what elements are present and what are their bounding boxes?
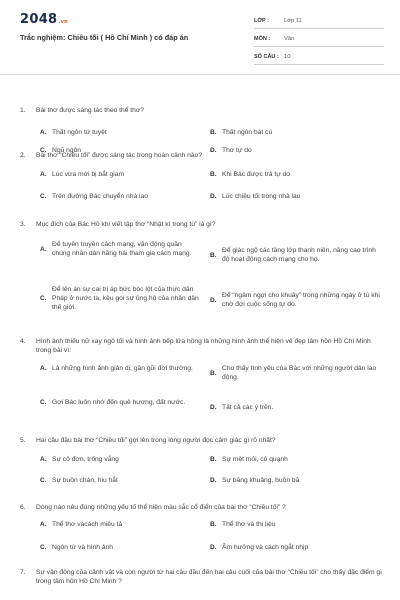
meta-value: Lớp 11 xyxy=(284,18,302,24)
meta-value: 10 xyxy=(284,54,291,60)
question-5: 5. Hai câu đầu bài thơ “Chiều tối” gợi lên trong lòng người đọc cảm giác gì rõ nhất? xyxy=(20,437,276,444)
option-b[interactable]: B. Sự mệt mỏi, cô quạnh xyxy=(210,456,288,463)
option-a[interactable]: A. Thể thơ vàcách miêu tả xyxy=(40,521,123,528)
meta-row-grade xyxy=(254,14,384,29)
question-number: 1. xyxy=(20,107,26,114)
option-c[interactable]: C. Gợi Bác luôn nhớ đến quê hương, đất nước. xyxy=(40,399,186,406)
option-c[interactable]: C. Ngũ ngôn xyxy=(40,147,82,154)
option-d[interactable]: D. Thơ tự do xyxy=(210,147,252,154)
question-4: 4. Hình ảnh thiếu nữ xay ngô tối và hình ảnh bếp lửa hồng là những hình ảnh thể hiện vẻ đẹp tâm hồn Hồ Chí Minh trong bài vì: xyxy=(20,338,371,354)
option-c[interactable]: C. Trên đường Bác chuyển nhà lao xyxy=(40,193,148,200)
option-c[interactable]: C. Để lên án sự cai trị áp bức bóc lột của thực dân Pháp ở nước ta, kêu gọi sự ủng hộ của nhân dân thế giới. xyxy=(40,286,199,311)
meta-row-count xyxy=(254,50,384,65)
option-c[interactable]: C. Ngôn từ và hình ảnh xyxy=(40,544,113,551)
meta-row-subject xyxy=(254,32,384,47)
question-stem: Bài thơ được sáng tác theo thể thơ? xyxy=(36,107,144,114)
site-logo[interactable]: 2048.vn xyxy=(20,12,69,27)
option-b[interactable]: B. Khi Bác được trả tự do xyxy=(210,171,290,178)
option-d[interactable]: D. Lúc chiều tối trong nhà lao xyxy=(210,193,301,200)
option-b[interactable]: B. Cho thấy tình yêu của Bác với những người dân lao động. xyxy=(210,365,377,381)
meta-key: MÔN : xyxy=(254,36,271,42)
question-3: 3. Mục đích của Bác Hồ khi viết tập thơ “Nhật kí trong tù” là gì? xyxy=(20,221,216,228)
option-d[interactable]: D. Để “ngâm ngợi cho khuây” trong những ngày ở tù khi chờ đợi cuộc sống tự do. xyxy=(210,292,380,308)
option-c[interactable]: C. Sự buồn chán, hiu hắt xyxy=(40,477,118,484)
option-b[interactable]: B. Thể thơ và thi liệu xyxy=(210,521,276,528)
meta-value: Văn xyxy=(284,36,295,42)
option-d[interactable]: D. Âm hưởng và cách ngắt nhịp xyxy=(210,544,309,551)
option-a[interactable]: A. Để tuyên truyền cách mạng, vận động quần chúng nhân dân hăng hái tham gia cách mạng. xyxy=(40,241,192,257)
header-divider xyxy=(0,74,400,75)
option-d[interactable]: D. Sự băng khuâng, buồn bã xyxy=(210,477,300,484)
option-a[interactable]: A. Là những hình ảnh giản dị, gần gũi đời thường. xyxy=(40,365,193,372)
option-b[interactable]: B. Để giác ngộ các tầng lớp thanh niên, nâng cao trình độ hoạt động cách mạng cho họ. xyxy=(210,247,376,263)
option-b[interactable]: B. Thất ngôn bát cú xyxy=(210,129,273,136)
question-2: 2. Bài thơ “Chiều tối” được sáng tác trong hoàn cảnh nào? xyxy=(20,152,203,159)
page-title: Trắc nghiệm: Chiều tối ( Hồ Chí Minh ) có đáp án xyxy=(20,33,189,42)
meta-key: LỚP : xyxy=(254,18,269,24)
question-1 xyxy=(20,106,382,115)
question-7: 7. Sự vận động của cảnh vật và con người từ hai câu đầu đến hai câu cuối của bài thơ “Chiều tối” cho thấy đặc điểm gì trong tâm hồn Hồ Chí Minh ? xyxy=(20,569,383,585)
option-d[interactable]: D. Tất cả các ý trên. xyxy=(210,404,274,411)
option-a[interactable]: A. Sự cô đơn, trống vắng xyxy=(40,456,119,463)
meta-key: SỐ CÂU : xyxy=(254,54,279,60)
meta-info xyxy=(254,14,384,68)
question-6: 6. Dòng nào nêu đúng những yếu tố thể hiện màu sắc cổ điển của bài thơ “Chiều tối” ? xyxy=(20,504,286,511)
option-a[interactable]: A. Lúc vừa mới bị bắt giam xyxy=(40,171,125,178)
option-a[interactable]: A. Thất ngôn tứ tuyệt xyxy=(40,129,107,136)
page-header xyxy=(0,0,400,76)
